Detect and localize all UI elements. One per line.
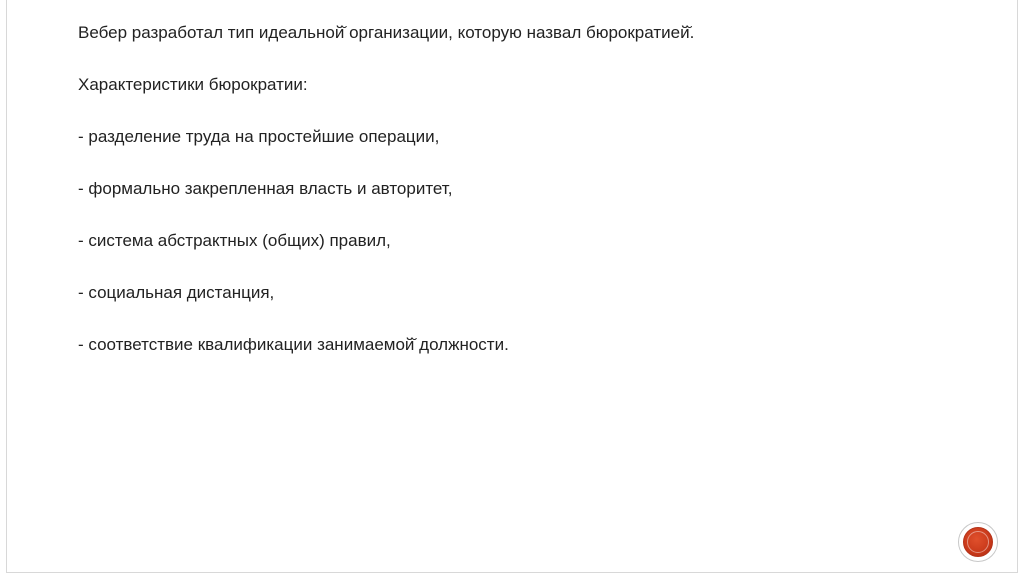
red-circle-emblem-icon xyxy=(958,522,998,562)
list-item-qualification: - соответствие квалификации занимаемой̆ должности. xyxy=(78,335,509,354)
list-item-social-distance: - социальная дистанция, xyxy=(78,283,275,302)
list-item-formal-authority: - формально закрепленная власть и авторитет, xyxy=(78,179,453,198)
list-item-abstract-rules: - система абстрактных (общих) правил, xyxy=(78,231,391,250)
slide-content xyxy=(78,20,958,384)
intro-text: Вебер разработал тип идеальной̆ организации, которую назвал бюрократией̆. xyxy=(78,23,695,42)
list-item-division-of-labor: - разделение труда на простейшие операции, xyxy=(78,127,440,146)
characteristics-heading: Характеристики бюрократии: xyxy=(78,75,308,94)
badge-ring xyxy=(967,531,989,553)
badge-core xyxy=(963,527,993,557)
